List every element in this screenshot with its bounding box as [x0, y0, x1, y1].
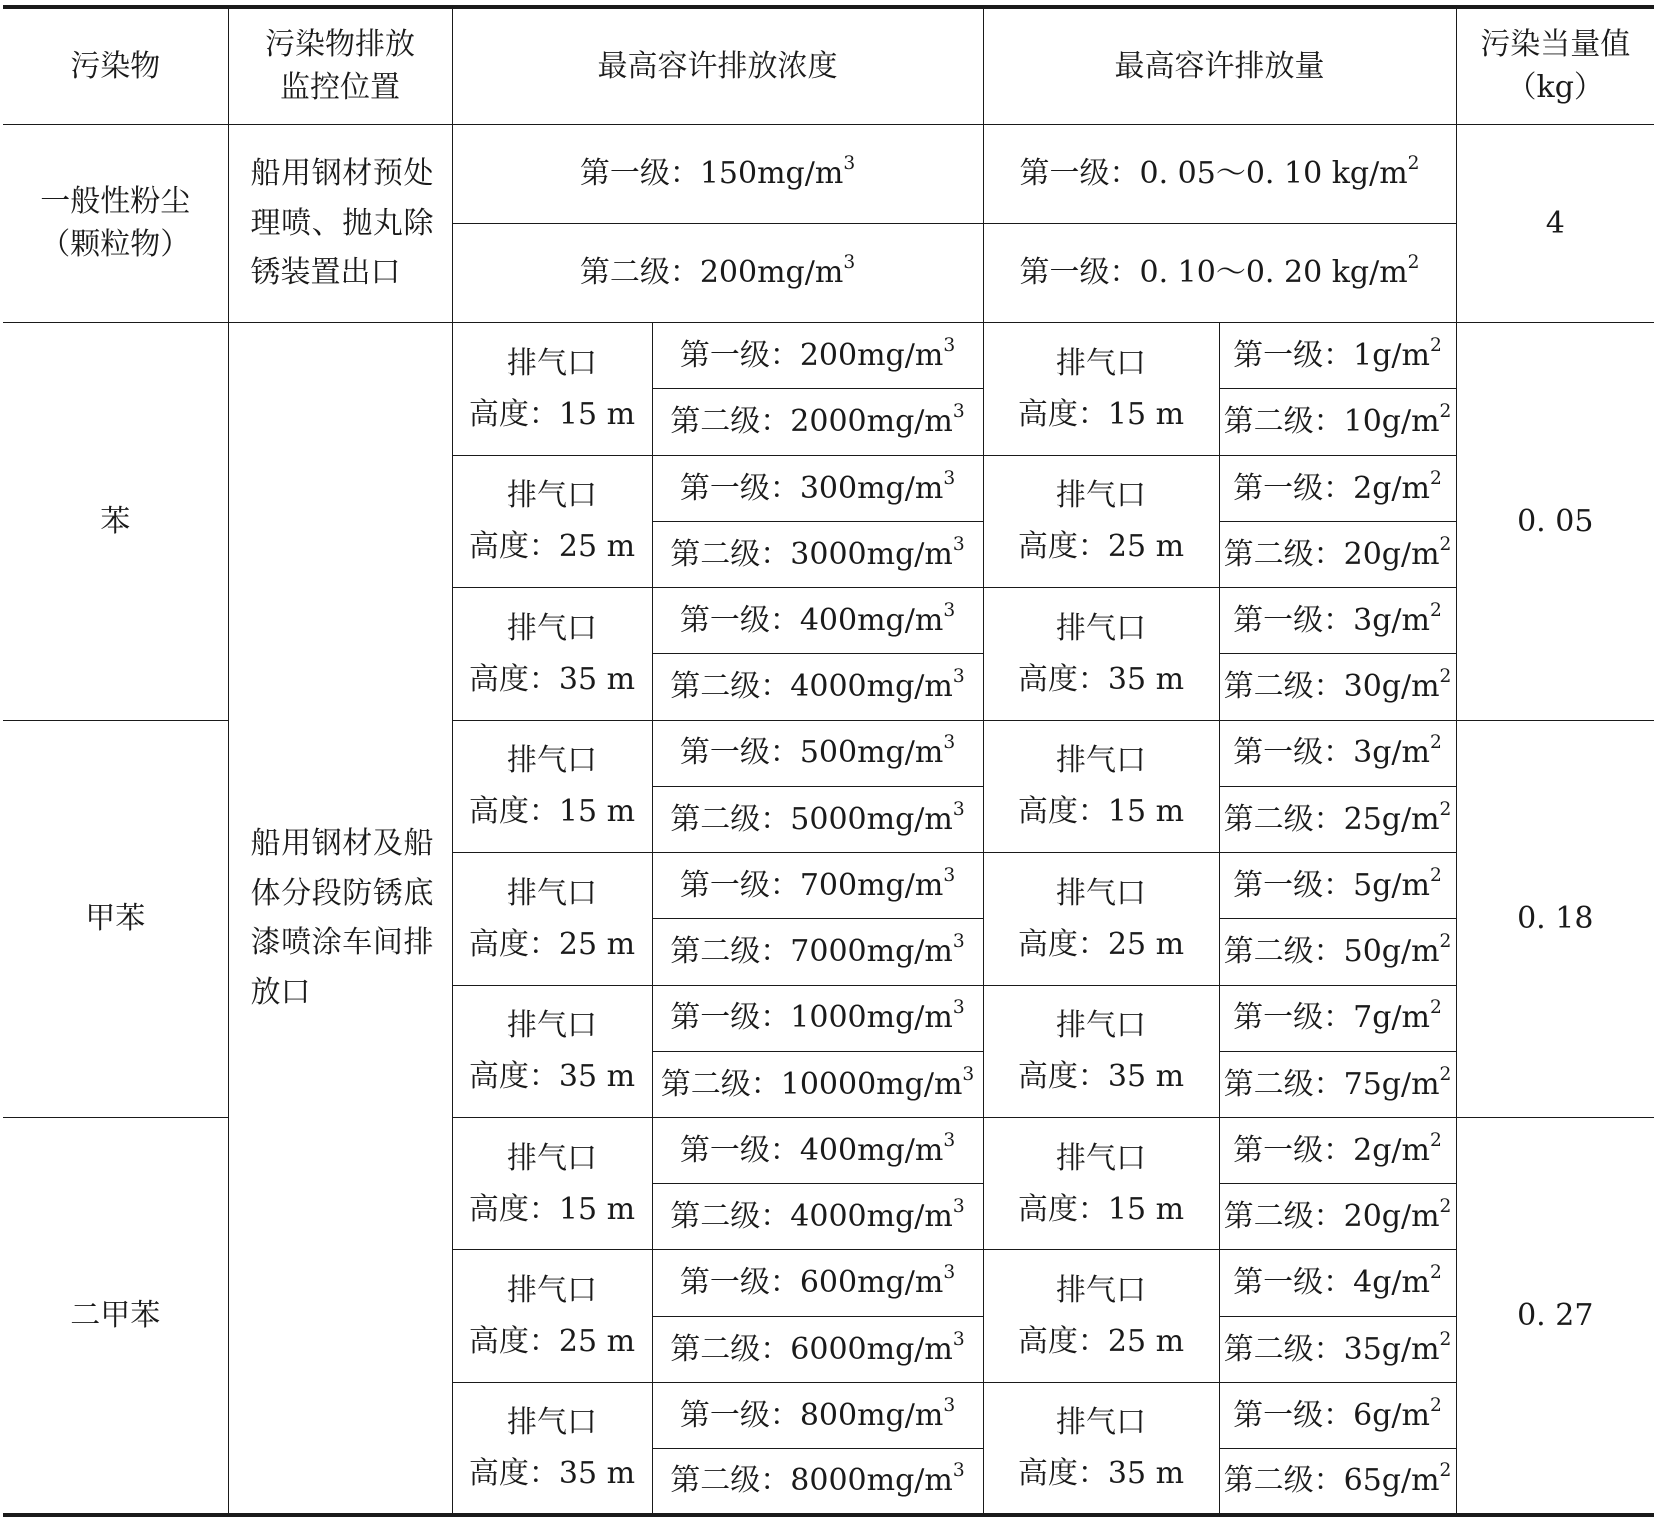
amount-value: 第一级：$6g/m^2$	[1219, 1382, 1456, 1448]
outlet-height-value: 高度：25 m	[468, 1324, 636, 1360]
header-max-concentration: 最高容许排放浓度	[452, 7, 983, 124]
outlet-height	[452, 985, 652, 1117]
outlet-height	[452, 1250, 652, 1382]
outlet-label: 排气口	[1056, 1404, 1146, 1440]
amount-value: 第一级：$5g/m^2$	[1219, 853, 1456, 919]
equivalent-value: 0. 18	[1456, 720, 1654, 1117]
amount-value: 第一级：$2g/m^2$	[1219, 455, 1456, 521]
amount-value: 第一级：0. 10～0. 20 $kg/m^2$	[983, 223, 1456, 322]
concentration-value: 第一级：$400mg/m^3$	[652, 588, 983, 654]
outlet-height	[452, 323, 652, 455]
amount-value: 第一级：$7g/m^2$	[1219, 985, 1456, 1051]
outlet-height	[452, 720, 652, 852]
header-max-amount: 最高容许排放量	[983, 7, 1456, 124]
concentration-value: 第二级：$10000mg/m^3$	[652, 1051, 983, 1117]
amount-value: 第二级：$65g/m^2$	[1219, 1449, 1456, 1515]
concentration-value: 第二级：$200mg/m^3$	[452, 223, 983, 322]
concentration-value: 第一级：$800mg/m^3$	[652, 1382, 983, 1448]
pollutant-name: 甲苯	[3, 720, 228, 1117]
table-row	[3, 124, 1654, 223]
outlet-height-value: 高度：25 m	[1017, 529, 1185, 565]
outlet-height-value: 高度：35 m	[468, 1059, 636, 1095]
concentration-value: 第二级：$6000mg/m^3$	[652, 1316, 983, 1382]
outlet-height	[983, 1382, 1219, 1515]
outlet-height-value: 高度：15 m	[468, 396, 636, 432]
outlet-height	[452, 588, 652, 720]
outlet-height	[983, 1118, 1219, 1250]
outlet-height-value: 高度：15 m	[1017, 396, 1185, 432]
concentration-value: 第二级：$4000mg/m^3$	[652, 654, 983, 720]
outlet-height-value: 高度：35 m	[1017, 1059, 1185, 1095]
concentration-value: 第一级：$1000mg/m^3$	[652, 985, 983, 1051]
outlet-height	[983, 853, 1219, 985]
pollutant-name: 一般性粉尘（颗粒物）	[3, 124, 228, 323]
outlet-label: 排气口	[1056, 1008, 1146, 1044]
concentration-value: 第一级：$300mg/m^3$	[652, 455, 983, 521]
outlet-height	[452, 455, 652, 587]
outlet-label: 排气口	[507, 743, 597, 779]
pollutant-name: 二甲苯	[3, 1118, 228, 1516]
header-equivalent-value: 污染当量值（kg）	[1456, 7, 1654, 124]
outlet-label: 排气口	[507, 345, 597, 381]
amount-value: 第二级：$20g/m^2$	[1219, 521, 1456, 587]
amount-value: 第一级：$4g/m^2$	[1219, 1250, 1456, 1316]
emission-standards-table	[3, 5, 1654, 1517]
concentration-value: 第二级：$2000mg/m^3$	[652, 389, 983, 455]
outlet-height	[983, 985, 1219, 1117]
outlet-label: 排气口	[507, 478, 597, 514]
outlet-height-value: 高度：35 m	[468, 1455, 636, 1491]
outlet-label: 排气口	[1056, 478, 1146, 514]
outlet-label: 排气口	[507, 1273, 597, 1309]
amount-value: 第二级：$30g/m^2$	[1219, 654, 1456, 720]
amount-value: 第一级：0. 05～0. 10 $kg/m^2$	[983, 124, 1456, 223]
equivalent-value: 0. 27	[1456, 1118, 1654, 1516]
amount-value: 第二级：$25g/m^2$	[1219, 786, 1456, 852]
outlet-height	[983, 720, 1219, 852]
pollutant-name: 苯	[3, 323, 228, 720]
outlet-height-value: 高度：15 m	[468, 794, 636, 830]
table-row	[3, 323, 1654, 389]
concentration-value: 第一级：$600mg/m^3$	[652, 1250, 983, 1316]
outlet-height	[452, 853, 652, 985]
amount-value: 第一级：$3g/m^2$	[1219, 720, 1456, 786]
outlet-label: 排气口	[1056, 743, 1146, 779]
outlet-label: 排气口	[1056, 345, 1146, 381]
amount-value: 第一级：$2g/m^2$	[1219, 1118, 1456, 1184]
concentration-value: 第一级：$500mg/m^3$	[652, 720, 983, 786]
monitor-location: 船用钢材预处理喷、抛丸除锈装置出口	[228, 124, 452, 323]
outlet-height	[983, 1250, 1219, 1382]
concentration-value: 第一级：$150mg/m^3$	[452, 124, 983, 223]
table-body	[3, 124, 1654, 1515]
amount-value: 第二级：$50g/m^2$	[1219, 919, 1456, 985]
amount-value: 第二级：$75g/m^2$	[1219, 1051, 1456, 1117]
outlet-height-value: 高度：35 m	[1017, 1455, 1185, 1491]
outlet-label: 排气口	[1056, 1273, 1146, 1309]
outlet-height-value: 高度：25 m	[1017, 926, 1185, 962]
equivalent-value: 4	[1456, 124, 1654, 323]
outlet-height	[452, 1118, 652, 1250]
outlet-height-value: 高度：15 m	[1017, 1191, 1185, 1227]
concentration-value: 第一级：$400mg/m^3$	[652, 1118, 983, 1184]
outlet-label: 排气口	[507, 1140, 597, 1176]
outlet-height-value: 高度：15 m	[468, 1191, 636, 1227]
concentration-value: 第二级：$5000mg/m^3$	[652, 786, 983, 852]
header-pollutant: 污染物	[3, 7, 228, 124]
equivalent-value: 0. 05	[1456, 323, 1654, 720]
amount-value: 第一级：$1g/m^2$	[1219, 323, 1456, 389]
concentration-value: 第二级：$3000mg/m^3$	[652, 521, 983, 587]
outlet-height	[983, 588, 1219, 720]
amount-value: 第一级：$3g/m^2$	[1219, 588, 1456, 654]
header-monitor-location: 污染物排放监控位置	[228, 7, 452, 124]
outlet-height-value: 高度：25 m	[1017, 1324, 1185, 1360]
outlet-label: 排气口	[507, 875, 597, 911]
concentration-value: 第二级：$7000mg/m^3$	[652, 919, 983, 985]
outlet-height-value: 高度：15 m	[1017, 794, 1185, 830]
outlet-height-value: 高度：35 m	[1017, 661, 1185, 697]
outlet-label: 排气口	[1056, 1140, 1146, 1176]
concentration-value: 第一级：$200mg/m^3$	[652, 323, 983, 389]
outlet-label: 排气口	[507, 1404, 597, 1440]
header-row	[3, 7, 1654, 124]
outlet-height-value: 高度：25 m	[468, 529, 636, 565]
amount-value: 第二级：$10g/m^2$	[1219, 389, 1456, 455]
concentration-value: 第二级：$4000mg/m^3$	[652, 1184, 983, 1250]
outlet-height	[452, 1382, 652, 1515]
outlet-label: 排气口	[507, 610, 597, 646]
outlet-label: 排气口	[1056, 875, 1146, 911]
concentration-value: 第二级：$8000mg/m^3$	[652, 1449, 983, 1515]
outlet-height-value: 高度：25 m	[468, 926, 636, 962]
monitor-location: 船用钢材及船体分段防锈底漆喷涂车间排放口	[228, 323, 452, 1515]
outlet-height-value: 高度：35 m	[468, 661, 636, 697]
outlet-label: 排气口	[507, 1008, 597, 1044]
outlet-height	[983, 323, 1219, 455]
outlet-label: 排气口	[1056, 610, 1146, 646]
amount-value: 第二级：$20g/m^2$	[1219, 1184, 1456, 1250]
outlet-height	[983, 455, 1219, 587]
amount-value: 第二级：$35g/m^2$	[1219, 1316, 1456, 1382]
concentration-value: 第一级：$700mg/m^3$	[652, 853, 983, 919]
